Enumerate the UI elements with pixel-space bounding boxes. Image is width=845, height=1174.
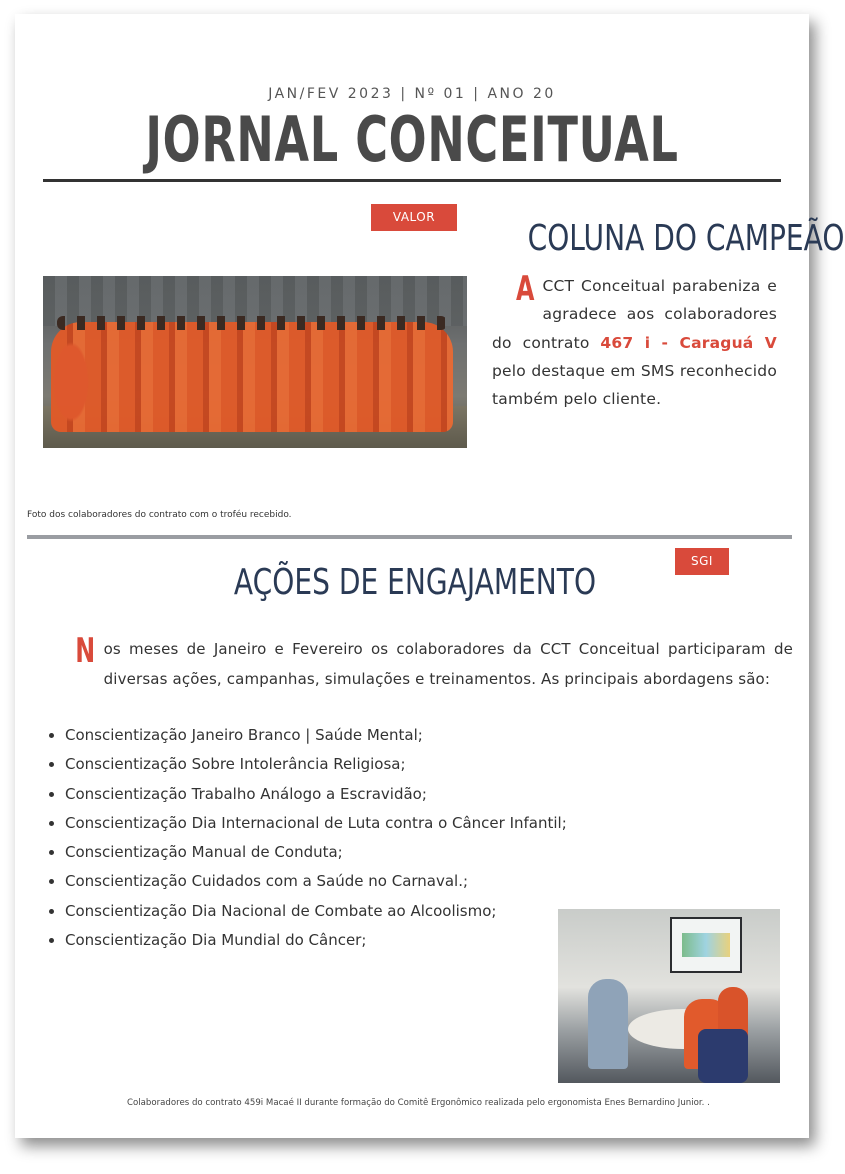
- valor-tag: VALOR: [371, 204, 457, 231]
- dropcap-a: A: [515, 269, 535, 309]
- list-item: • Conscientização Dia Nacional de Combate ao Alcoolismo;: [65, 897, 585, 926]
- coluna-campeao-title: COLUNA DO CAMPEÃO: [527, 218, 845, 259]
- photo-workers-heads: [57, 316, 447, 330]
- header-divider: [43, 179, 781, 182]
- list-item: • Conscientização Cuidados com a Saúde no Carnaval.;: [65, 867, 585, 896]
- engajamento-list: [43, 721, 585, 955]
- photo-workers-group: [51, 322, 453, 432]
- photo-person: [588, 979, 628, 1069]
- projector-screen: [670, 917, 742, 973]
- list-item: • Conscientização Dia Internacional de Luta contra o Câncer Infantil;: [65, 809, 585, 838]
- section-divider: [27, 535, 792, 539]
- issue-line: JAN/FEV 2023 | Nº 01 | ANO 20: [268, 86, 556, 102]
- engajamento-intro: [41, 631, 793, 694]
- list-item: • Conscientização Janeiro Branco | Saúde Mental;: [65, 721, 585, 750]
- list-item: • Conscientização Trabalho Análogo a Escravidão;: [65, 780, 585, 809]
- engajamento-intro-text: os meses de Janeiro e Fevereiro os colaboradores da CCT Conceitual participaram de diversas ações, campanhas, simulações e treinamentos. As principais abordagens são:: [103, 640, 793, 688]
- list-item: • Conscientização Manual de Conduta;: [65, 838, 585, 867]
- campeao-text-after: pelo destaque em SMS reconhecido também pelo cliente.: [492, 361, 777, 409]
- masthead-title: JORNAL CONCEITUAL: [145, 103, 679, 176]
- meeting-room-photo: [558, 909, 780, 1083]
- newsletter-page: [15, 14, 845, 1138]
- team-photo: [43, 276, 467, 448]
- meeting-photo-caption: Colaboradores do contrato 459i Macaé II durante formação do Comitê Ergonômico realizada pelo ergonomista Enes Bernardino Junior. .: [127, 1098, 710, 1108]
- team-photo-caption: Foto dos colaboradores do contrato com o troféu recebido.: [27, 510, 292, 520]
- list-item: • Conscientização Sobre Intolerância Religiosa;: [65, 750, 585, 779]
- campeao-text-before: CCT Conceitual parabeniza e agradece aos colaboradores do contrato: [492, 277, 777, 352]
- photo-chair: [698, 1029, 748, 1083]
- campeao-paragraph: [492, 269, 777, 413]
- dropcap-n: N: [75, 631, 96, 671]
- contract-highlight: 467 i - Caraguá V: [600, 333, 777, 352]
- list-item: • Conscientização Dia Mundial do Câncer;: [65, 926, 585, 955]
- acoes-engajamento-title: AÇÕES DE ENGAJAMENTO: [233, 562, 597, 603]
- sgi-tag: SGI: [675, 548, 729, 575]
